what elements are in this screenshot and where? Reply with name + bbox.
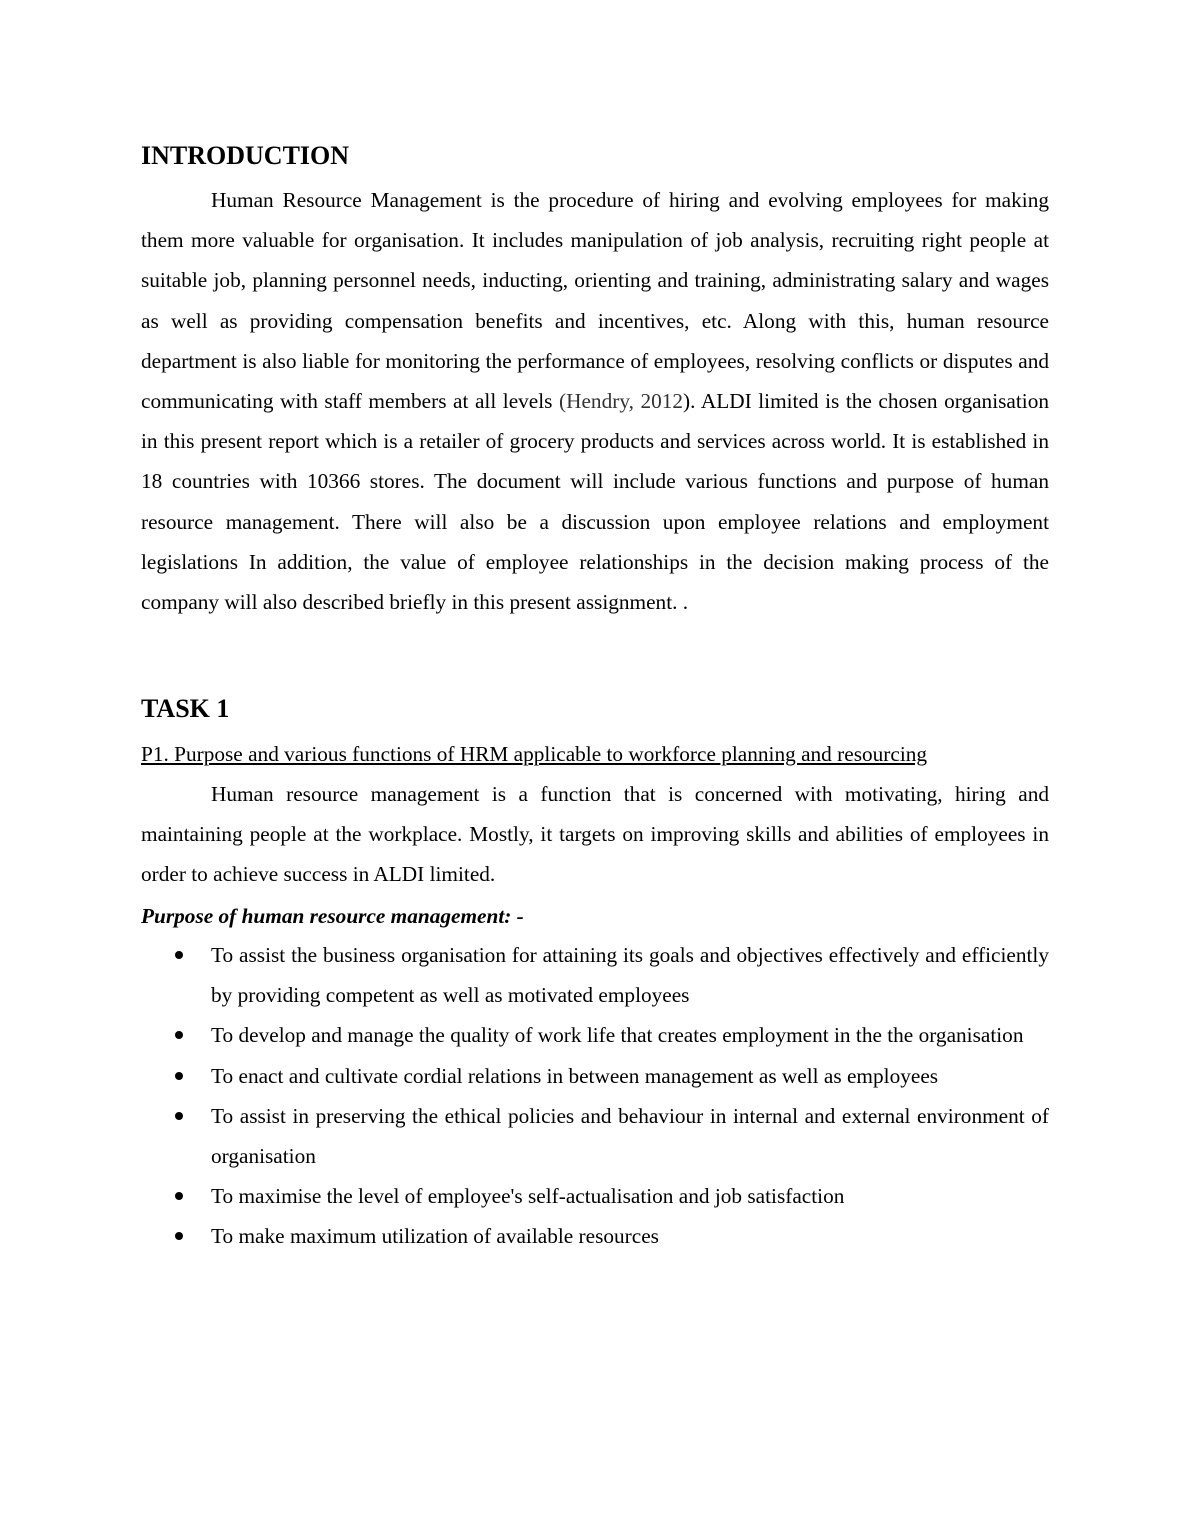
p1-subheading: P1. Purpose and various functions of HRM applicable to workforce planning and resourcing: [141, 742, 928, 766]
list-item-text: To develop and manage the quality of work life that creates employment in the the organisation: [211, 1023, 1024, 1048]
list-item: [141, 1176, 1049, 1216]
bullet-icon: [175, 1232, 183, 1240]
list-item-text: To assist the business organisation for attaining its goals and objectives effectively and efficiently by providing competent as well as motivated employees: [211, 943, 1049, 1008]
bullet-icon: [175, 951, 183, 959]
list-item-text: To enact and cultivate cordial relations in between management as well as employees: [211, 1063, 939, 1088]
introduction-text-part-2: ). ALDI limited is the chosen organisation in this present report which is a retailer of grocery products and services across world. It is established in 18 countries with 10366 stores. The document will include various functions and purpose of human resource management. There will also be a discussion upon employee relations and employment legislations In addition, the value of employee relationships in the decision making process of the company will also described briefly in this present assignment. .: [141, 389, 1049, 615]
hrm-paragraph: Human resource management is a function that is concerned with motivating, hiring and maintaining people at the workplace. Mostly, it targets on improving skills and abilities of employees in order to achieve success in ALDI limited.: [141, 782, 1049, 887]
list-item-text: To maximise the level of employee's self-actualisation and job satisfaction: [211, 1184, 845, 1209]
introduction-paragraph: [141, 180, 1049, 622]
task1-heading: TASK 1: [141, 694, 230, 723]
introduction-text-part-1: Human Resource Management is the procedure of hiring and evolving employees for making them more valuable for organisation. It includes manipulation of job analysis, recruiting right people at suitable job, planning personnel needs, inducting, orienting and training, administrating salary and wages as well as providing compensation benefits and incentives, etc. Along with this, human resource department is also liable for monitoring the performance of employees, resolving conflicts or disputes and communicating with staff members at all levels: [141, 188, 1049, 414]
list-item-text: To assist in preserving the ethical policies and behaviour in internal and external environment of organisation: [211, 1103, 1049, 1169]
bullet-icon: [175, 1072, 183, 1080]
citation-hendry: (Hendry, 2012: [559, 389, 684, 414]
list-item: [141, 1056, 1049, 1096]
purpose-list: [141, 935, 1049, 1257]
purpose-heading: Purpose of human resource management: -: [141, 904, 524, 928]
list-item: [141, 935, 1049, 1015]
list-item: [141, 1216, 1049, 1256]
bullet-icon: [175, 1192, 183, 1200]
list-item: [141, 1096, 1049, 1176]
list-item: [141, 1015, 1049, 1055]
introduction-heading: INTRODUCTION: [141, 141, 350, 170]
list-item-text: To make maximum utilization of available resources: [211, 1224, 659, 1249]
bullet-icon: [175, 1031, 183, 1039]
bullet-icon: [175, 1112, 183, 1120]
